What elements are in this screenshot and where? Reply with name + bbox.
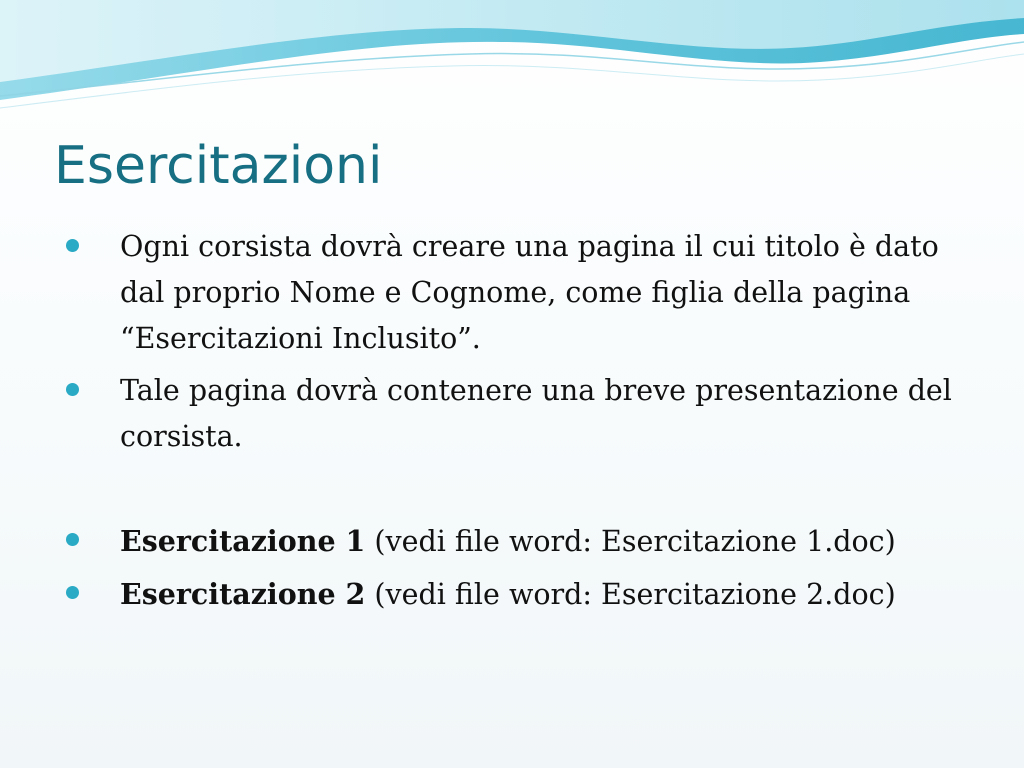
bullet-text-line [120,518,982,565]
bullet-dot-icon [66,383,79,396]
bullet-text: Ogni corsista dovrà creare una pagina il cui titolo è dato dal proprio Nome e Cognome, come figlia della pagina “Esercitazioni Inclusito”. [120,230,939,355]
slide-title: Esercitazioni [54,136,383,196]
exercise-2-label: Esercitazione 2 [120,577,366,611]
bullet-item-4 [62,571,982,618]
bullet-list [62,224,982,618]
header-wave-decoration [0,0,1024,130]
bullet-text: Tale pagina dovrà contenere una breve presentazione del corsista. [120,374,952,453]
bullet-text-line [120,571,982,618]
bullet-dot-icon [66,239,79,252]
exercise-1-description: (vedi file word: Esercitazione 1.doc) [365,525,896,558]
bullet-item-2 [62,368,982,460]
bullet-item-3 [62,518,982,565]
exercise-1-label: Esercitazione 1 [120,524,366,558]
bullet-dot-icon [66,586,79,599]
bullet-dot-icon [66,533,79,546]
bullet-item-1 [62,224,982,362]
exercise-2-description: (vedi file word: Esercitazione 2.doc) [365,578,896,611]
